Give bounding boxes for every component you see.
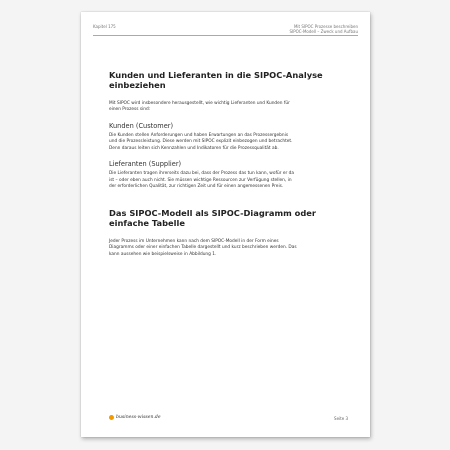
header-titles [289,24,358,35]
logo-dot-icon [109,415,114,420]
supplier-line-3: der erforderlichen Qualität, zur richtigen Zeit und für einen angemessenen Preis. [109,184,284,190]
supplier-paragraph [109,171,348,191]
section-1-intro [109,101,348,114]
header-rule [93,35,358,36]
supplier-line-2: ist – oder eben auch nicht. Sie müssen wichtige Ressourcen zur Verfügung stellen, in [109,177,292,183]
section-2-line-2: Diagramms oder einer einfachen Tabelle dargestellt und kurz beschrieben werden. Das [109,245,297,251]
header-title-line-1: Mit SIPOC Prozesse beschreiben [293,24,358,29]
customer-line-1: Die Kunden stellen Anforderungen und haben Erwartungen an das Prozessergebnis [109,132,289,138]
customer-line-3: Denn daraus leiten sich Kennzahlen und Indikatoren für die Prozessqualität ab. [109,145,279,151]
section-2-heading-line-2: einfache Tabelle [109,218,185,229]
page-footer [109,415,348,423]
supplier-heading: Lieferanten (Supplier) [109,160,182,169]
header-title-line-2: SIPOC-Modell – Zweck und Aufbau [289,29,358,35]
section-1-heading [109,70,348,91]
chapter-label: Kapitel 175 [93,24,116,29]
customer-heading: Kunden (Customer) [109,121,174,130]
section-1-heading-line-2: einbeziehen [109,80,166,91]
page-number: Seite 3 [334,416,348,421]
document-page [81,12,370,437]
customer-paragraph [109,133,348,153]
page-body [109,70,348,258]
business-wissen-logo[interactable] [109,415,161,420]
section-2-line-1: Jeder Prozess im Unternehmen kann nach dem SIPOC-Modell in der Form eines [109,238,279,244]
intro-line-2: einen Prozess sind: [109,107,151,113]
section-1-heading-line-1: Kunden und Lieferanten in die SIPOC-Analyse [109,70,323,80]
section-2-paragraph [109,239,348,259]
section-2-line-3: kann aussehen wie beispielsweise in Abbildung 1. [109,251,217,257]
logo-text: business-wissen.de [116,415,161,420]
customer-line-2: und die Prozessleistung. Diese werden mit SIPOC explizit einbezogen und betrachtet. [109,139,293,145]
section-2-heading-line-1: Das SIPOC-Modell als SIPOC-Diagramm oder [109,207,317,218]
section-2-heading [109,208,348,229]
intro-line-1: Mit SIPOC wird insbesondere herausgestellt, wie wichtig Lieferanten und Kunden für [109,100,290,106]
supplier-line-1: Die Lieferanten tragen ihrerseits dazu bei, dass der Prozess das tun kann, wofür er da [109,171,294,177]
